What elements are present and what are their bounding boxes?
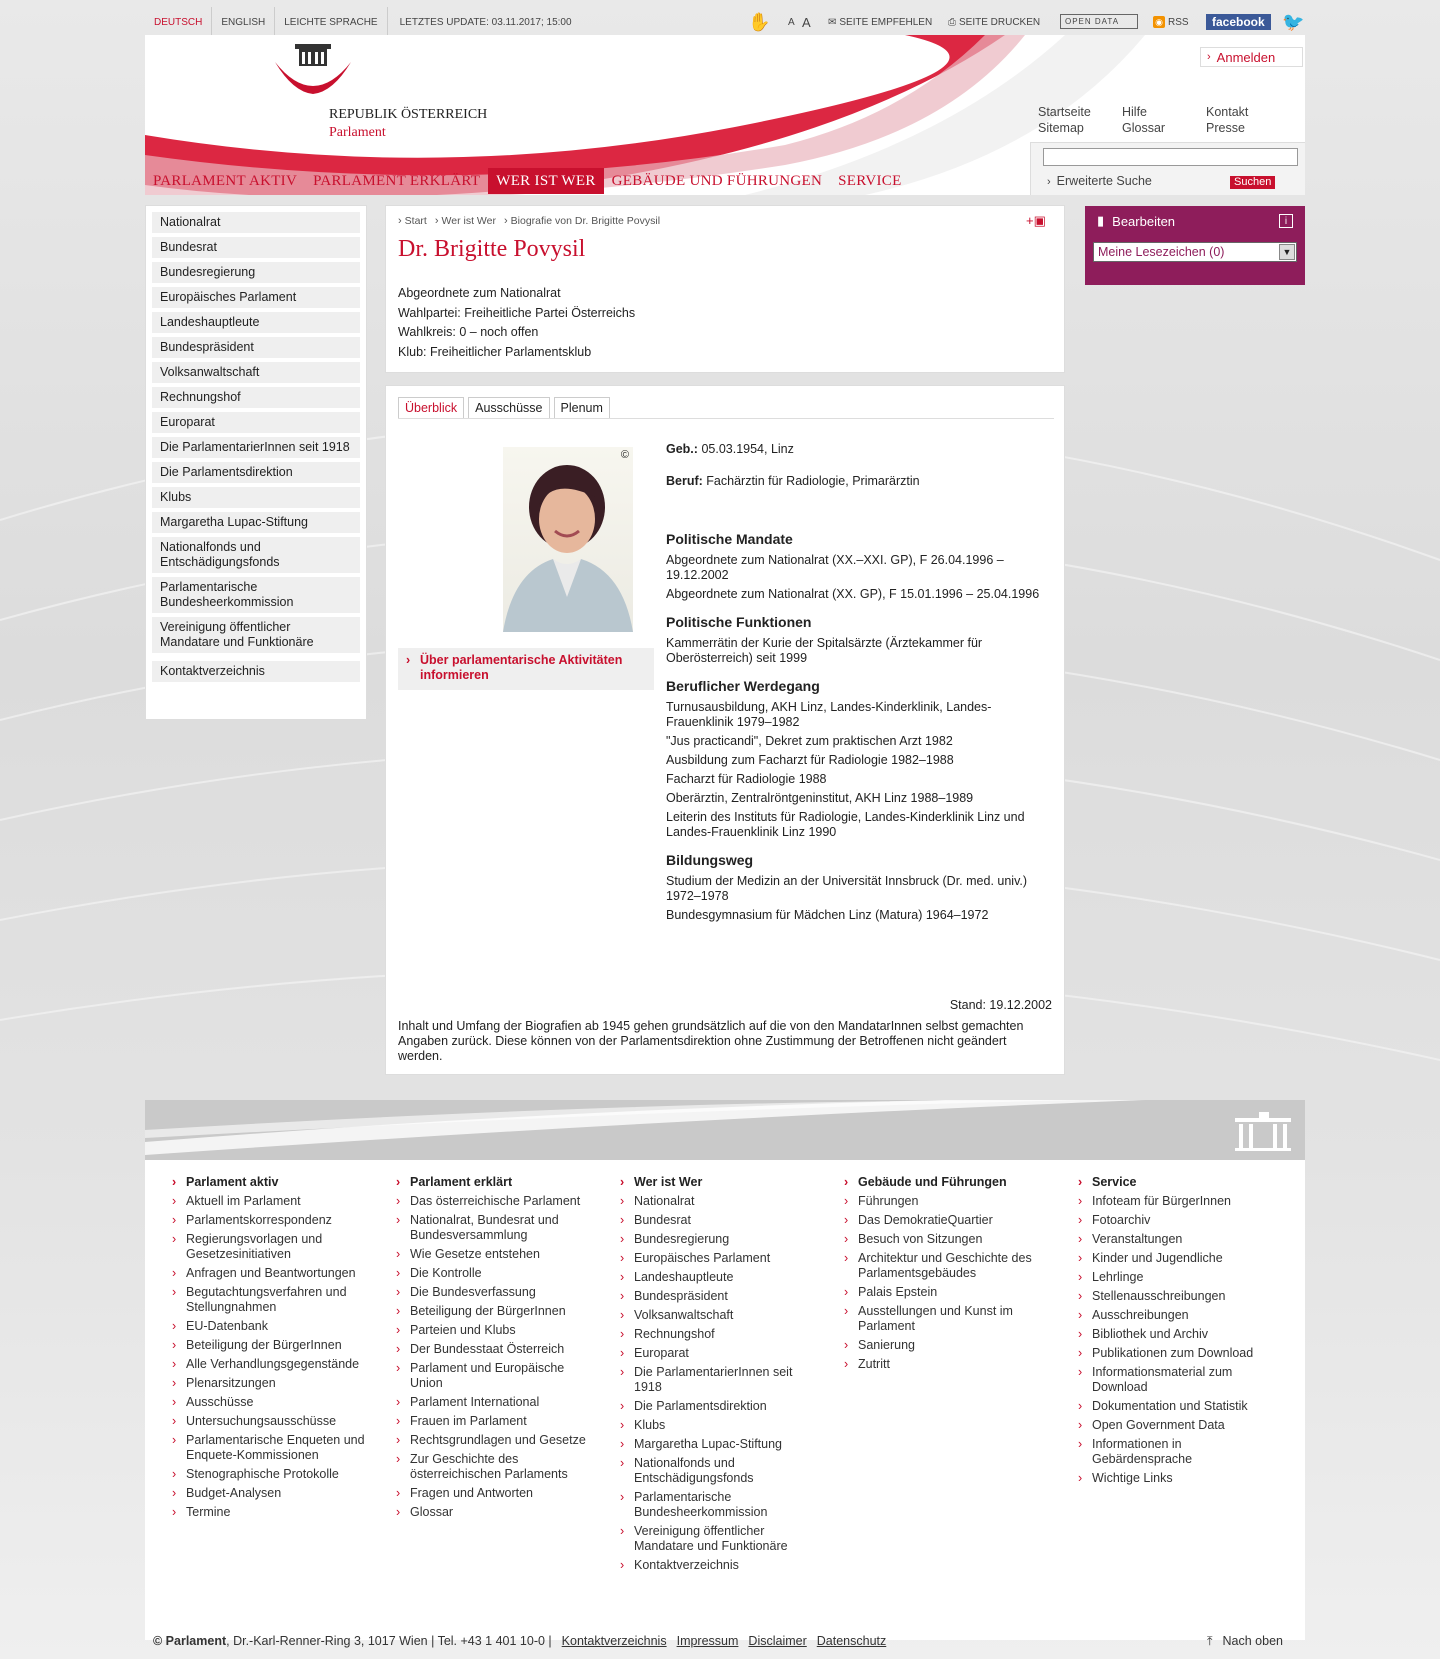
footer-link[interactable]: › Die Parlamentsdirektion [620, 1399, 820, 1414]
footer-link[interactable]: › Kontaktverzeichnis [620, 1558, 820, 1573]
rss-label: RSS [1168, 16, 1189, 28]
sidebar [145, 205, 367, 720]
login-label: Anmelden [1216, 49, 1276, 65]
sidebar-item-kontaktverzeichnis[interactable]: Kontaktverzeichnis [152, 661, 360, 682]
bookmarks-title: Bearbeiten [1112, 213, 1176, 229]
footer-link[interactable]: › Bundesregierung [620, 1232, 820, 1247]
arrow-up-icon: ⤒ [1207, 1634, 1213, 1648]
bottom-link-impressum[interactable]: Impressum [676, 1634, 739, 1648]
section-title: Politische Mandate [666, 531, 793, 547]
bottom-address: , Dr.-Karl-Renner-Ring 3, 1017 Wien | Tel. +43 1 401 10-0 | [226, 1634, 552, 1648]
profession-label: Beruf: [666, 474, 703, 488]
link-startseite[interactable]: Startseite [1038, 105, 1091, 119]
bio-details [666, 442, 1052, 927]
chevron-right-icon: › [406, 653, 411, 667]
bottom-link-kontakt[interactable]: Kontaktverzeichnis [561, 1634, 667, 1648]
footer-link[interactable]: › Fotoarchiv [1078, 1213, 1278, 1228]
footer-link[interactable]: › Zutritt [844, 1357, 1044, 1372]
chevron-right-icon: › [1047, 176, 1051, 188]
sidebar-item-nationalrat[interactable]: Nationalrat [152, 212, 360, 233]
nav-parlament-aktiv[interactable]: PARLAMENT AKTIV [153, 172, 298, 189]
rss-link[interactable] [1153, 7, 1189, 37]
footer-link[interactable]: › Parlamentskorrespondenz [172, 1213, 372, 1228]
footer-link[interactable]: › Begutachtungsverfahren und Stellungnahmen [172, 1285, 372, 1315]
info-icon[interactable]: i [1279, 214, 1293, 228]
bookmarks-select[interactable] [1093, 242, 1297, 262]
rss-icon: ◉ [1153, 16, 1165, 28]
career-item: Leiterin des Instituts für Radiologie, Landes-Kinderklinik Linz und Landes-Frauenklinik Linz 1990 [666, 810, 1025, 839]
footer-link[interactable]: › Rechnungshof [620, 1327, 820, 1342]
footer-link[interactable]: › Beteiligung der BürgerInnen [396, 1304, 596, 1319]
copyright-icon[interactable]: © [620, 449, 629, 461]
header-links [1038, 105, 1290, 135]
section-mandate [666, 531, 1052, 602]
bottom-bar [153, 1634, 886, 1648]
footer-link[interactable]: › Regierungsvorlagen und Gesetzesinitiativen [172, 1232, 372, 1262]
breadcrumb [398, 215, 660, 227]
footer-link[interactable]: › Aktuell im Parlament [172, 1194, 372, 1209]
education-item: Studium der Medizin an der Universität Innsbruck (Dr. med. univ.) 1972–1978 [666, 874, 1028, 903]
footer-col-wer-ist-wer [620, 1175, 820, 1577]
advanced-search-label: Erweiterte Suche [1056, 174, 1152, 188]
lang-leichte-sprache[interactable]: LEICHTE SPRACHE [275, 7, 387, 37]
footer-link[interactable]: › Ausschüsse [172, 1395, 372, 1410]
search-button[interactable]: Suchen [1230, 176, 1275, 189]
birth-label: Geb.: [666, 442, 698, 456]
footer-link[interactable]: › Alle Verhandlungsgegenstände [172, 1357, 372, 1372]
footer-banner [145, 1100, 1305, 1160]
footer-col-head[interactable]: › Service [1078, 1175, 1278, 1189]
footer-col-parlament-aktiv [172, 1175, 372, 1524]
education-item: Bundesgymnasium für Mädchen Linz (Matura) 1964–1972 [666, 908, 989, 922]
profession-line [666, 474, 1052, 489]
chevron-down-icon: ▼ [1279, 244, 1295, 260]
sidebar-item-parlamentsdirektion[interactable]: Die Parlamentsdirektion [152, 462, 360, 483]
parliament-logo [273, 40, 353, 100]
bookmark-add-icon[interactable]: +▣ [1026, 213, 1046, 228]
footer-link[interactable]: › Plenarsitzungen [172, 1376, 372, 1391]
footer-link[interactable]: › Budget-Analysen [172, 1486, 372, 1501]
footer-link[interactable]: › Kinder und Jugendliche [1078, 1251, 1278, 1266]
twitter-icon[interactable]: 🐦 [1282, 11, 1305, 32]
career-item: "Jus practicandi", Dekret zum praktischen Arzt 1982 [666, 734, 953, 748]
footer-link[interactable]: › Die Kontrolle [396, 1266, 596, 1281]
facebook-link[interactable]: facebook [1206, 14, 1271, 30]
footer-link[interactable]: › Besuch von Sitzungen [844, 1232, 1044, 1247]
sidebar-item-lupac-stiftung[interactable]: Margaretha Lupac-Stiftung [152, 512, 360, 533]
sidebar-item-parlamentarierinnen[interactable]: Die ParlamentarierInnen seit 1918 [152, 437, 360, 458]
last-update: LETZTES UPDATE: 03.11.2017; 15:00 [399, 16, 572, 28]
brand-line2: Parlament [329, 125, 386, 140]
career-item: Turnusausbildung, AKH Linz, Landes-Kinderklinik, Landes-Frauenklinik 1979–1982 [666, 700, 992, 729]
footer-link[interactable]: › Zur Geschichte des österreichischen Parlaments [396, 1452, 596, 1482]
footer-link[interactable]: › Infoteam für BürgerInnen [1078, 1194, 1278, 1209]
disclaimer-text: Inhalt und Umfang der Biografien ab 1945 gehen grundsätzlich auf die von den MandatarInnen selbst gemachten Angaben zurück. Diese können von der Parlamentsdirektion ohne Zustimmung der Betroffenen nicht geändert werden. [398, 1019, 1024, 1063]
breadcrumb-wer-ist-wer[interactable]: › Wer ist Wer [434, 215, 496, 227]
login-button[interactable] [1200, 47, 1303, 67]
footer-link[interactable]: › Parlamentarische Enqueten und Enquete-Kommissionen [172, 1433, 372, 1463]
back-to-top[interactable] [1207, 1634, 1283, 1649]
person-photo [503, 447, 633, 632]
biography-panel [385, 385, 1065, 1075]
nav-parlament-erklaert[interactable]: PARLAMENT ERKLÄRT [313, 172, 481, 189]
stand-date: Stand: 19.12.2002 [949, 998, 1052, 1012]
activity-link[interactable] [398, 648, 654, 690]
footer-link[interactable]: › Sanierung [844, 1338, 1044, 1353]
footer-link[interactable]: › Bundespräsident [620, 1289, 820, 1304]
sidebar-item-vereinigung[interactable]: Vereinigung öffentlicher Mandatare und Funktionäre [152, 617, 360, 653]
person-info [398, 284, 635, 362]
tab-ausschuesse[interactable]: Ausschüsse [468, 397, 549, 418]
tab-ueberblick[interactable]: Überblick [398, 397, 464, 418]
career-item: Oberärztin, Zentralröntgeninstitut, AKH Linz 1988–1989 [666, 791, 974, 805]
sidebar-item-europarat[interactable]: Europarat [152, 412, 360, 433]
bottom-org [153, 1634, 552, 1648]
sidebar-item-nationalfonds[interactable]: Nationalfonds und Entschädigungsfonds [152, 537, 360, 573]
footer-col-head[interactable]: › Gebäude und Führungen [844, 1175, 1044, 1189]
link-hilfe[interactable]: Hilfe [1122, 105, 1148, 119]
footer-link[interactable]: › Glossar [396, 1505, 596, 1520]
sidebar-item-landeshauptleute[interactable]: Landeshauptleute [152, 312, 360, 333]
section-title: Bildungsweg [666, 852, 754, 868]
footer-link[interactable]: › Wichtige Links [1078, 1471, 1278, 1486]
sign-language-icon[interactable]: ✋ [748, 11, 771, 32]
sidebar-item-eu-parlament[interactable]: Europäisches Parlament [152, 287, 360, 308]
footer-link[interactable]: › Informationsmaterial zum Download [1078, 1365, 1278, 1395]
page-title: Dr. Brigitte Povysil [398, 236, 586, 262]
birth-value: 05.03.1954, Linz [701, 442, 794, 456]
footer-link[interactable]: › Parlament International [396, 1395, 596, 1410]
sidebar-item-volksanwaltschaft[interactable]: Volksanwaltschaft [152, 362, 360, 383]
footer-col-service [1078, 1175, 1278, 1490]
footer-link[interactable]: › EU-Datenbank [172, 1319, 372, 1334]
sidebar-item-klubs[interactable]: Klubs [152, 487, 360, 508]
mandate-item: Abgeordnete zum Nationalrat (XX.–XXI. GP), F 26.04.1996 – 19.12.2002 [666, 553, 1004, 582]
sidebar-item-bundesregierung[interactable]: Bundesregierung [152, 262, 360, 283]
nav-gebaeude[interactable]: GEBÄUDE UND FÜHRUNGEN [611, 172, 823, 189]
career-item: Facharzt für Radiologie 1988 [666, 772, 827, 786]
footer-link[interactable]: › Termine [172, 1505, 372, 1520]
footer-link[interactable]: › Nationalfonds und Entschädigungsfonds [620, 1456, 820, 1486]
link-kontakt[interactable]: Kontakt [1206, 105, 1249, 119]
footer-link[interactable]: › Margaretha Lupac-Stiftung [620, 1437, 820, 1452]
footer-link[interactable]: › Nationalrat, Bundesrat und Bundesversammlung [396, 1213, 596, 1243]
tab-plenum[interactable]: Plenum [554, 397, 610, 418]
font-size-small[interactable]: A [788, 16, 795, 28]
activity-link-label: Über parlamentarische Aktivitäten informieren [420, 653, 623, 682]
portrait-image [503, 447, 633, 632]
footer-col-head[interactable]: › Wer ist Wer [620, 1175, 820, 1189]
footer-link[interactable]: › Lehrlinge [1078, 1270, 1278, 1285]
bookmarks-box [1085, 206, 1305, 285]
person-info-party: Wahlpartei: Freiheitliche Partei Österreichs [398, 305, 636, 320]
search-input[interactable] [1043, 148, 1298, 166]
footer-link[interactable]: › Veranstaltungen [1078, 1232, 1278, 1247]
footer-link[interactable]: › Stellenausschreibungen [1078, 1289, 1278, 1304]
footer-link[interactable]: › Frauen im Parlament [396, 1414, 596, 1429]
nav-service[interactable]: SERVICE [838, 172, 902, 189]
bookmarks-header [1097, 213, 1175, 229]
footer-link[interactable]: › Das DemokratieQuartier [844, 1213, 1044, 1228]
section-title: Beruflicher Werdegang [666, 678, 820, 694]
bookmark-icon: ▮ [1097, 213, 1105, 228]
lang-deutsch[interactable]: DEUTSCH [145, 7, 212, 37]
person-info-district: Wahlkreis: 0 – noch offen [398, 325, 539, 339]
tab-bar [398, 397, 1054, 419]
footer-link[interactable]: › Open Government Data [1078, 1418, 1278, 1433]
recommend-label: SEITE EMPFEHLEN [839, 16, 933, 28]
link-presse[interactable]: Presse [1206, 121, 1245, 135]
footer-link[interactable]: › Ausstellungen und Kunst im Parlament [844, 1304, 1044, 1334]
sidebar-item-bundespraesident[interactable]: Bundespräsident [152, 337, 360, 358]
bottom-org-name: © Parlament [153, 1634, 227, 1648]
footer-link[interactable]: › Die Bundesverfassung [396, 1285, 596, 1300]
lang-english[interactable]: ENGLISH [212, 7, 275, 37]
career-item: Ausbildung zum Facharzt für Radiologie 1982–1988 [666, 753, 954, 767]
footer-link[interactable]: › Parlamentarische Bundesheerkommission [620, 1490, 820, 1520]
footer-col-parlament-erklaert [396, 1175, 596, 1524]
footer-link[interactable]: › Rechtsgrundlagen und Gesetze [396, 1433, 596, 1448]
person-info-club: Klub: Freiheitlicher Parlamentsklub [398, 344, 592, 359]
footer-link[interactable]: › Führungen [844, 1194, 1044, 1209]
footer-link[interactable]: › Stenographische Protokolle [172, 1467, 372, 1482]
birth-line [666, 442, 1052, 457]
function-item: Kammerrätin der Kurie der Spitalsärzte (Ärztekammer für Oberösterreich) seit 1999 [666, 636, 983, 665]
footer-link[interactable]: › Beteiligung der BürgerInnen [172, 1338, 372, 1353]
font-size-large[interactable]: A [802, 14, 811, 30]
footer-link[interactable]: › Vereinigung öffentlicher Mandatare und Funktionäre [620, 1524, 820, 1554]
footer-link[interactable]: › Nationalrat [620, 1194, 820, 1209]
footer-link[interactable]: › Wie Gesetze entstehen [396, 1247, 596, 1262]
sidebar-item-bundesheerkommission[interactable]: Parlamentarische Bundesheerkommission [152, 577, 360, 613]
footer-col-head[interactable]: › Parlament aktiv [172, 1175, 372, 1189]
footer-link[interactable]: › Die ParlamentarierInnen seit 1918 [620, 1365, 820, 1395]
sidebar-item-rechnungshof[interactable]: Rechnungshof [152, 387, 360, 408]
profession-value: Fachärztin für Radiologie, Primarärztin [706, 474, 920, 488]
person-header [385, 205, 1065, 373]
open-data-badge[interactable]: OPEN DATA [1060, 14, 1138, 29]
bottom-link-disclaimer[interactable]: Disclaimer [748, 1634, 807, 1648]
brand-line1: REPUBLIK ÖSTERREICH [329, 107, 488, 122]
footer-link[interactable]: › Ausschreibungen [1078, 1308, 1278, 1323]
footer-link[interactable]: › Volksanwaltschaft [620, 1308, 820, 1323]
person-info-role: Abgeordnete zum Nationalrat [398, 286, 561, 300]
mandate-item: Abgeordnete zum Nationalrat (XX. GP), F 15.01.1996 – 25.04.1996 [666, 587, 1040, 601]
printer-icon: ⎙ [948, 16, 956, 28]
footer-link[interactable]: › Fragen und Antworten [396, 1486, 596, 1501]
nav-wer-ist-wer[interactable]: WER IST WER [488, 168, 603, 194]
print-label: SEITE DRUCKEN [959, 16, 1041, 28]
section-funktionen [666, 614, 1052, 666]
breadcrumb-current: › Biografie von Dr. Brigitte Povysil [503, 215, 661, 227]
link-sitemap[interactable]: Sitemap [1038, 121, 1084, 135]
footer-link[interactable]: › Anfragen und Beantwortungen [172, 1266, 372, 1281]
mail-icon: ✉ [828, 16, 837, 28]
footer-link[interactable]: › Der Bundesstaat Österreich [396, 1342, 596, 1357]
footer-link[interactable]: › Parlament und Europäische Union [396, 1361, 596, 1391]
search-box [1030, 142, 1305, 195]
footer-link[interactable]: › Informationen in Gebärdensprache [1078, 1437, 1278, 1467]
advanced-search-link[interactable] [1047, 174, 1152, 188]
link-glossar[interactable]: Glossar [1122, 121, 1166, 135]
footer-link[interactable]: › Dokumentation und Statistik [1078, 1399, 1278, 1414]
footer-link[interactable]: › Das österreichische Parlament [396, 1194, 596, 1209]
footer-link[interactable]: › Palais Epstein [844, 1285, 1044, 1300]
footer-link[interactable]: › Bibliothek und Archiv [1078, 1327, 1278, 1342]
breadcrumb-start[interactable]: › Start [398, 215, 427, 227]
main-nav [145, 167, 910, 195]
footer-link[interactable]: › Europarat [620, 1346, 820, 1361]
footer-link[interactable]: › Publikationen zum Download [1078, 1346, 1278, 1361]
print-link[interactable] [948, 7, 1040, 37]
footer-link[interactable]: › Klubs [620, 1418, 820, 1433]
bookmarks-select-value: Meine Lesezeichen (0) [1098, 245, 1225, 259]
bottom-link-datenschutz[interactable]: Datenschutz [816, 1634, 887, 1648]
footer-link[interactable]: › Landeshauptleute [620, 1270, 820, 1285]
sidebar-item-bundesrat[interactable]: Bundesrat [152, 237, 360, 258]
recommend-link[interactable] [828, 7, 932, 37]
footer-link[interactable]: › Architektur und Geschichte des Parlamentsgebäudes [844, 1251, 1044, 1281]
section-bildungsweg [666, 852, 1052, 923]
footer-link[interactable]: › Parteien und Klubs [396, 1323, 596, 1338]
section-werdegang [666, 678, 1052, 840]
footer-col-gebaeude [844, 1175, 1044, 1376]
footer-link[interactable]: › Europäisches Parlament [620, 1251, 820, 1266]
back-to-top-label: Nach oben [1222, 1634, 1283, 1648]
footer-link[interactable]: › Untersuchungsausschüsse [172, 1414, 372, 1429]
section-title: Politische Funktionen [666, 614, 812, 630]
chevron-right-icon: › [1207, 51, 1211, 63]
footer-link[interactable]: › Bundesrat [620, 1213, 820, 1228]
footer-col-head[interactable]: › Parlament erklärt [396, 1175, 596, 1189]
